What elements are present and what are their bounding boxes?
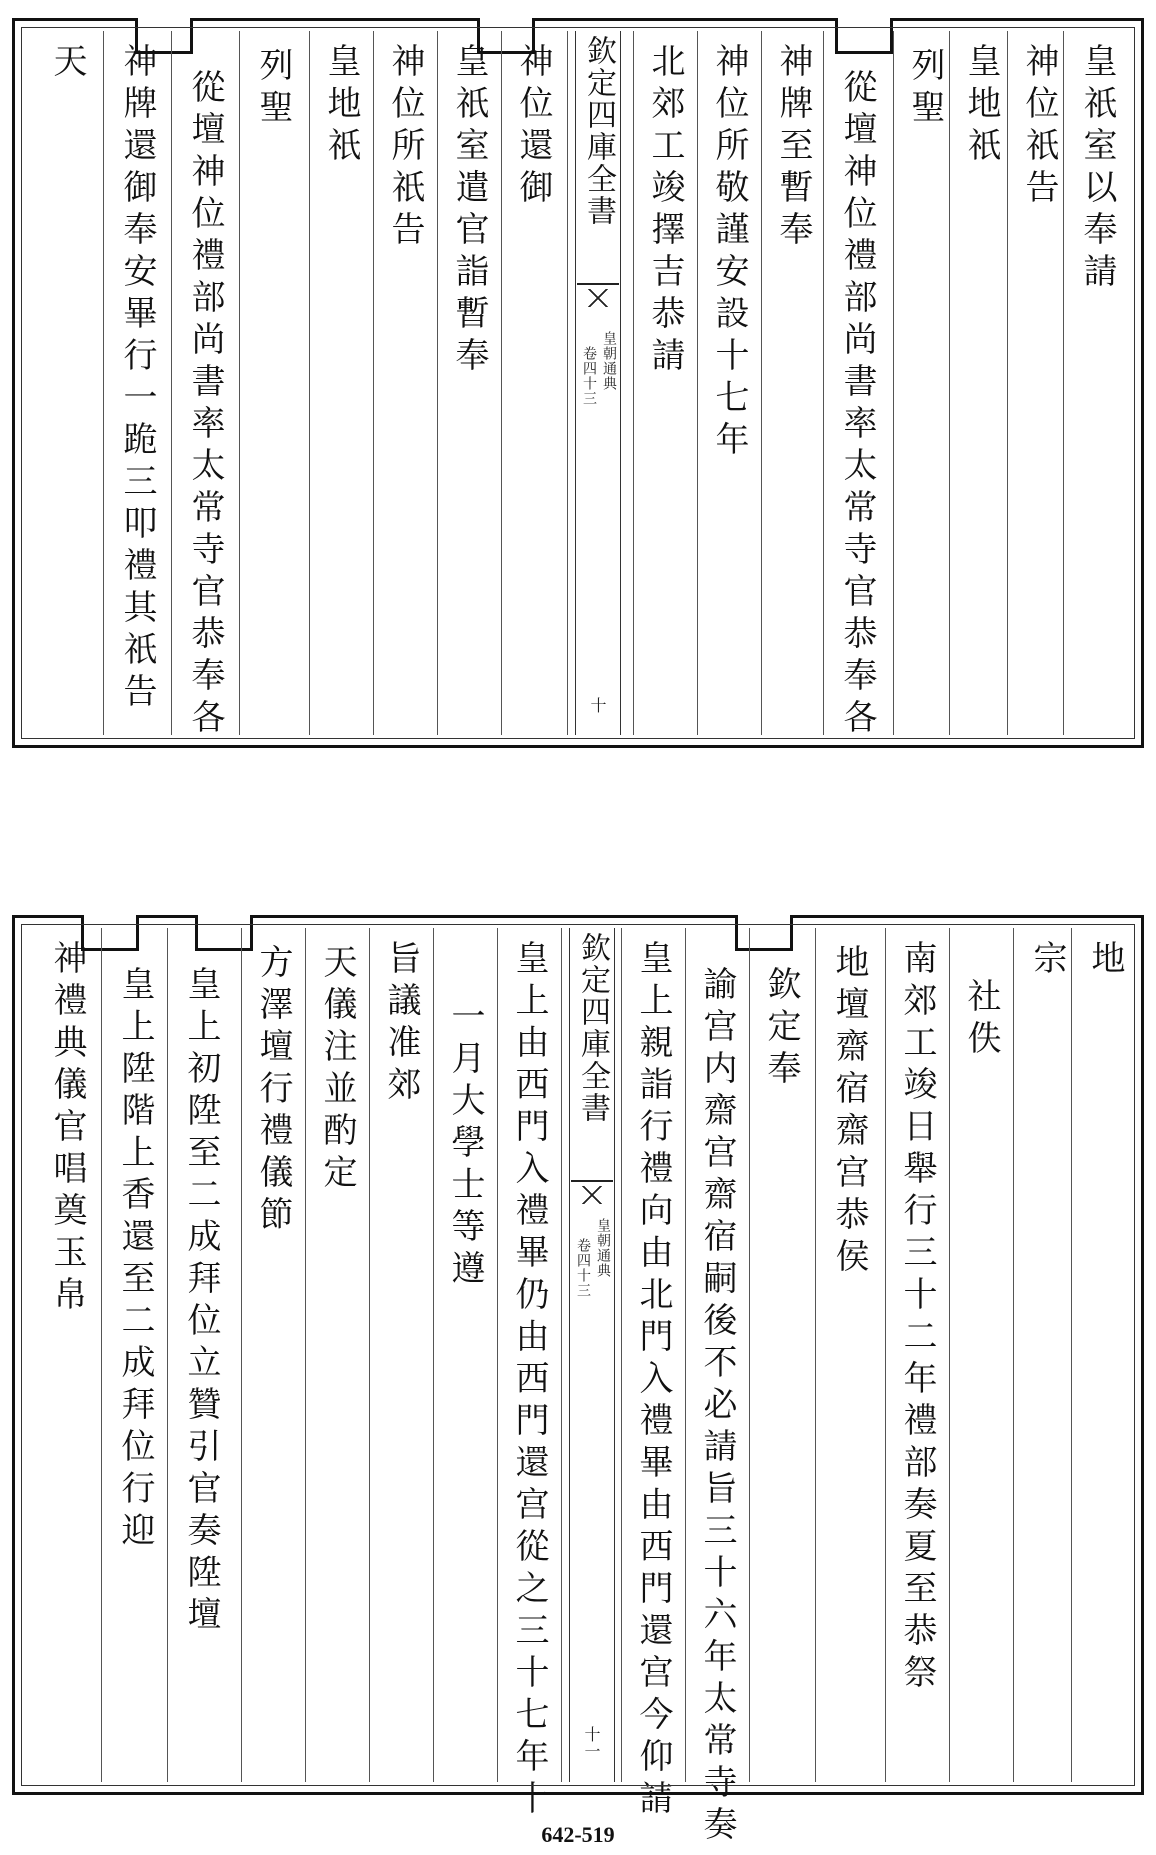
top-col-l1: 神位還御 [513, 43, 553, 211]
top-col-l3: 神位所祇告 [385, 43, 425, 253]
bottom-tab-mid [195, 915, 253, 951]
top-col-r6: 神牌至暫奉 [773, 43, 813, 253]
top-col-l6: 從壇神位禮部尚書率太常寺官恭奉各 [185, 69, 225, 741]
bottom-col-r2: 宗 [1027, 940, 1067, 982]
bottom-col-r5: 地壇齋宿齋宫恭侯 [829, 944, 869, 1280]
top-tab-right [835, 18, 893, 54]
bottom-col-r3: 社佚 [961, 978, 1001, 1062]
page-reference-number: 642-519 [541, 1822, 615, 1847]
bottom-col-r7: 諭宫内齋宫齋宿嗣後不必請旨三十六年太常寺奏 [697, 966, 737, 1848]
top-fish-tail-mark [577, 283, 619, 319]
top-spine-title: 欽定四庫全書 [581, 35, 616, 227]
bottom-col-r1: 地 [1085, 940, 1125, 982]
bottom-col-r6: 欽定奉 [761, 966, 801, 1092]
top-col-l8: 天 [47, 43, 87, 85]
bottom-col-r4: 南郊工竣日舉行三十二年禮部奏夏至恭祭 [897, 940, 937, 1696]
bottom-fish-tail-mark [571, 1180, 613, 1216]
top-spine-volume: 卷四十三 [581, 346, 597, 406]
top-col-l7: 神牌還御奉安畢行一跪三叩禮其祇告 [117, 43, 157, 715]
bottom-col-l4: 天儀注並酌定 [317, 944, 357, 1196]
top-page [12, 18, 1144, 748]
top-spine-page: 十 [588, 697, 607, 714]
bottom-col-l5: 方澤壇行禮儀節 [253, 944, 293, 1238]
bottom-tab-left [81, 915, 139, 951]
bottom-spine-book: 皇朝通典 [595, 1218, 611, 1278]
top-col-r4: 列聖 [905, 47, 945, 131]
bottom-spine-title: 欽定四庫全書 [575, 932, 610, 1124]
bottom-spine-page: 十一 [582, 1726, 601, 1760]
bottom-col-r8: 皇上親詣行禮向由北門入禮畢由西門還宫今仰請 [633, 940, 673, 1822]
top-col-r7: 神位所敬謹安設十七年 [709, 43, 749, 463]
top-col-r3: 皇地祇 [961, 43, 1001, 169]
top-col-l4: 皇地祇 [321, 43, 361, 169]
top-spine-book: 皇朝通典 [601, 331, 617, 391]
top-col-r2: 神位祇告 [1019, 43, 1059, 211]
bottom-col-l3: 旨議准郊 [381, 940, 421, 1108]
bottom-col-l8: 神禮典儀官唱奠玉帛 [47, 940, 87, 1318]
top-col-l5: 列聖 [253, 47, 293, 131]
top-col-l2: 皇祇室遣官詣暫奉 [449, 43, 489, 379]
top-col-r1: 皇祇室以奉請 [1077, 43, 1117, 295]
bottom-col-l7: 皇上陞階上香還至二成拜位行迎 [115, 966, 155, 1554]
bottom-tab-center [735, 915, 793, 951]
top-col-r5: 從壇神位禮部尚書率太常寺官恭奉各 [837, 69, 877, 741]
bottom-col-l1: 皇上由西門入禮畢仍由西門還宫從之三十七年十 [509, 940, 549, 1822]
bottom-col-l2: 一月大學士等遵 [445, 998, 485, 1292]
bottom-spine-volume: 卷四十三 [575, 1238, 591, 1298]
top-col-r8: 北郊工竣擇吉恭請 [645, 43, 685, 379]
bottom-col-l6: 皇上初陞至二成拜位立贊引官奏陞壇 [181, 966, 221, 1638]
